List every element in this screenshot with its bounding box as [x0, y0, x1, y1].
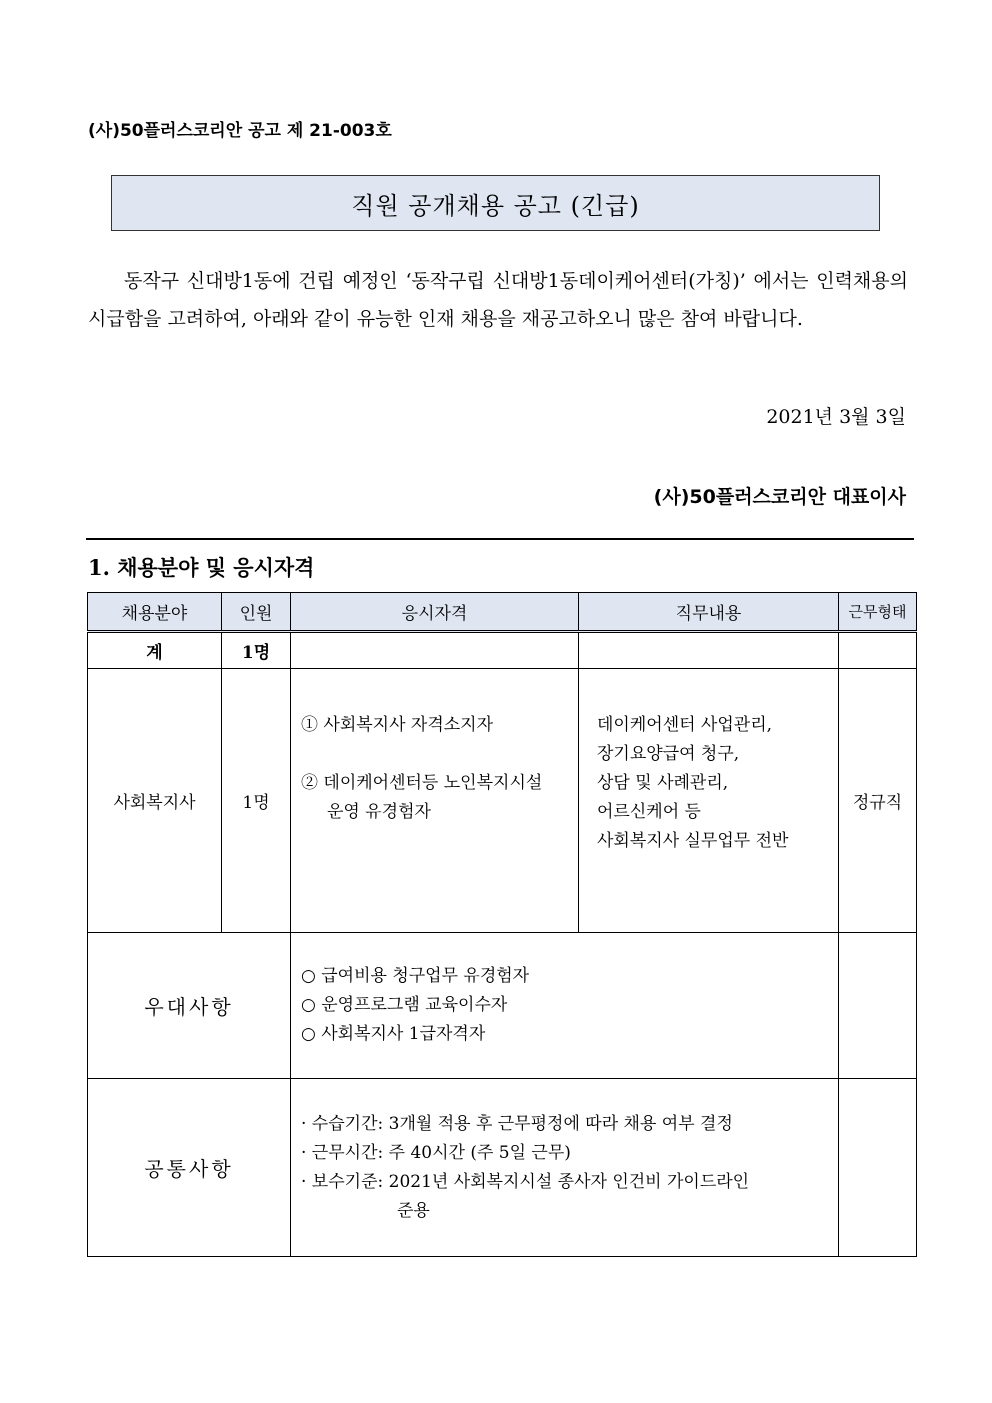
recruit-table — [87, 592, 917, 1257]
job-type: 정규직 — [839, 669, 917, 933]
duty-item: 어르신케어 등 — [597, 802, 701, 822]
common-item: · 근무시간: 주 40시간 (주 5일 근무) — [301, 1142, 571, 1163]
job-duties — [579, 669, 839, 933]
preferred-item: ○ 사회복지사 1급자격자 — [301, 1024, 486, 1044]
job-count: 1명 — [222, 669, 291, 933]
qualification-item: ② 데이케어센터등 노인복지시설 — [301, 773, 543, 793]
section-title: 1. 채용분야 및 응시자격 — [88, 555, 315, 580]
job-qualifications — [291, 669, 579, 933]
table-header-row — [88, 593, 917, 632]
intro-paragraph: 동작구 신대방1동에 건립 예정인 ‘동작구립 신대방1동데이케어센터(가칭)’ 에서는 인력채용의 시급함을 고려하여, 아래와 같이 유능한 인재 채용을 재공고하오니 많은 참여 바랍니다. — [88, 270, 908, 330]
header-field: 채용분야 — [88, 593, 222, 632]
title-box — [111, 175, 880, 231]
page-title: 직원 공개채용 공고 (긴급) — [351, 191, 640, 220]
common-item: · 수습기간: 3개월 적용 후 근무평정에 따라 채용 여부 결정 — [301, 1113, 733, 1134]
duty-item: 데이케어센터 사업관리, — [597, 715, 773, 735]
header-duties: 직무내용 — [579, 593, 839, 632]
job-field: 사회복지사 — [88, 669, 222, 933]
common-item: · 보수기준: 2021년 사회복지시설 종사자 인건비 가이드라인 — [301, 1171, 750, 1192]
common-item: 준용 — [397, 1200, 430, 1221]
duty-item: 사회복지사 실무업무 전반 — [597, 831, 789, 851]
header-type: 근무형태 — [839, 593, 917, 632]
common-row — [88, 1079, 917, 1257]
signer: (사)50플러스코리안 대표이사 — [653, 486, 906, 508]
common-items — [291, 1079, 839, 1257]
total-label: 계 — [88, 632, 222, 669]
duty-item: 장기요양급여 청구, — [597, 744, 740, 764]
duty-item: 상담 및 사례관리, — [597, 773, 729, 793]
notice-date: 2021년 3월 3일 — [766, 406, 906, 428]
notice-number: (사)50플러스코리안 공고 제 21-003호 — [88, 121, 392, 141]
common-label: 공통사항 — [88, 1079, 291, 1257]
total-row — [88, 632, 917, 669]
qualification-item: ① 사회복지사 자격소지자 — [301, 715, 494, 735]
preferred-item: ○ 급여비용 청구업무 유경험자 — [301, 966, 530, 986]
job-row — [88, 669, 917, 933]
preferred-row — [88, 933, 917, 1079]
divider — [86, 538, 914, 540]
header-count: 인원 — [222, 593, 291, 632]
qualification-item: 운영 유경험자 — [327, 802, 431, 822]
preferred-items — [291, 933, 839, 1079]
preferred-item: ○ 운영프로그램 교육이수자 — [301, 995, 508, 1015]
preferred-label: 우대사항 — [88, 933, 291, 1079]
total-count: 1명 — [222, 632, 291, 669]
header-qualification: 응시자격 — [291, 593, 579, 632]
